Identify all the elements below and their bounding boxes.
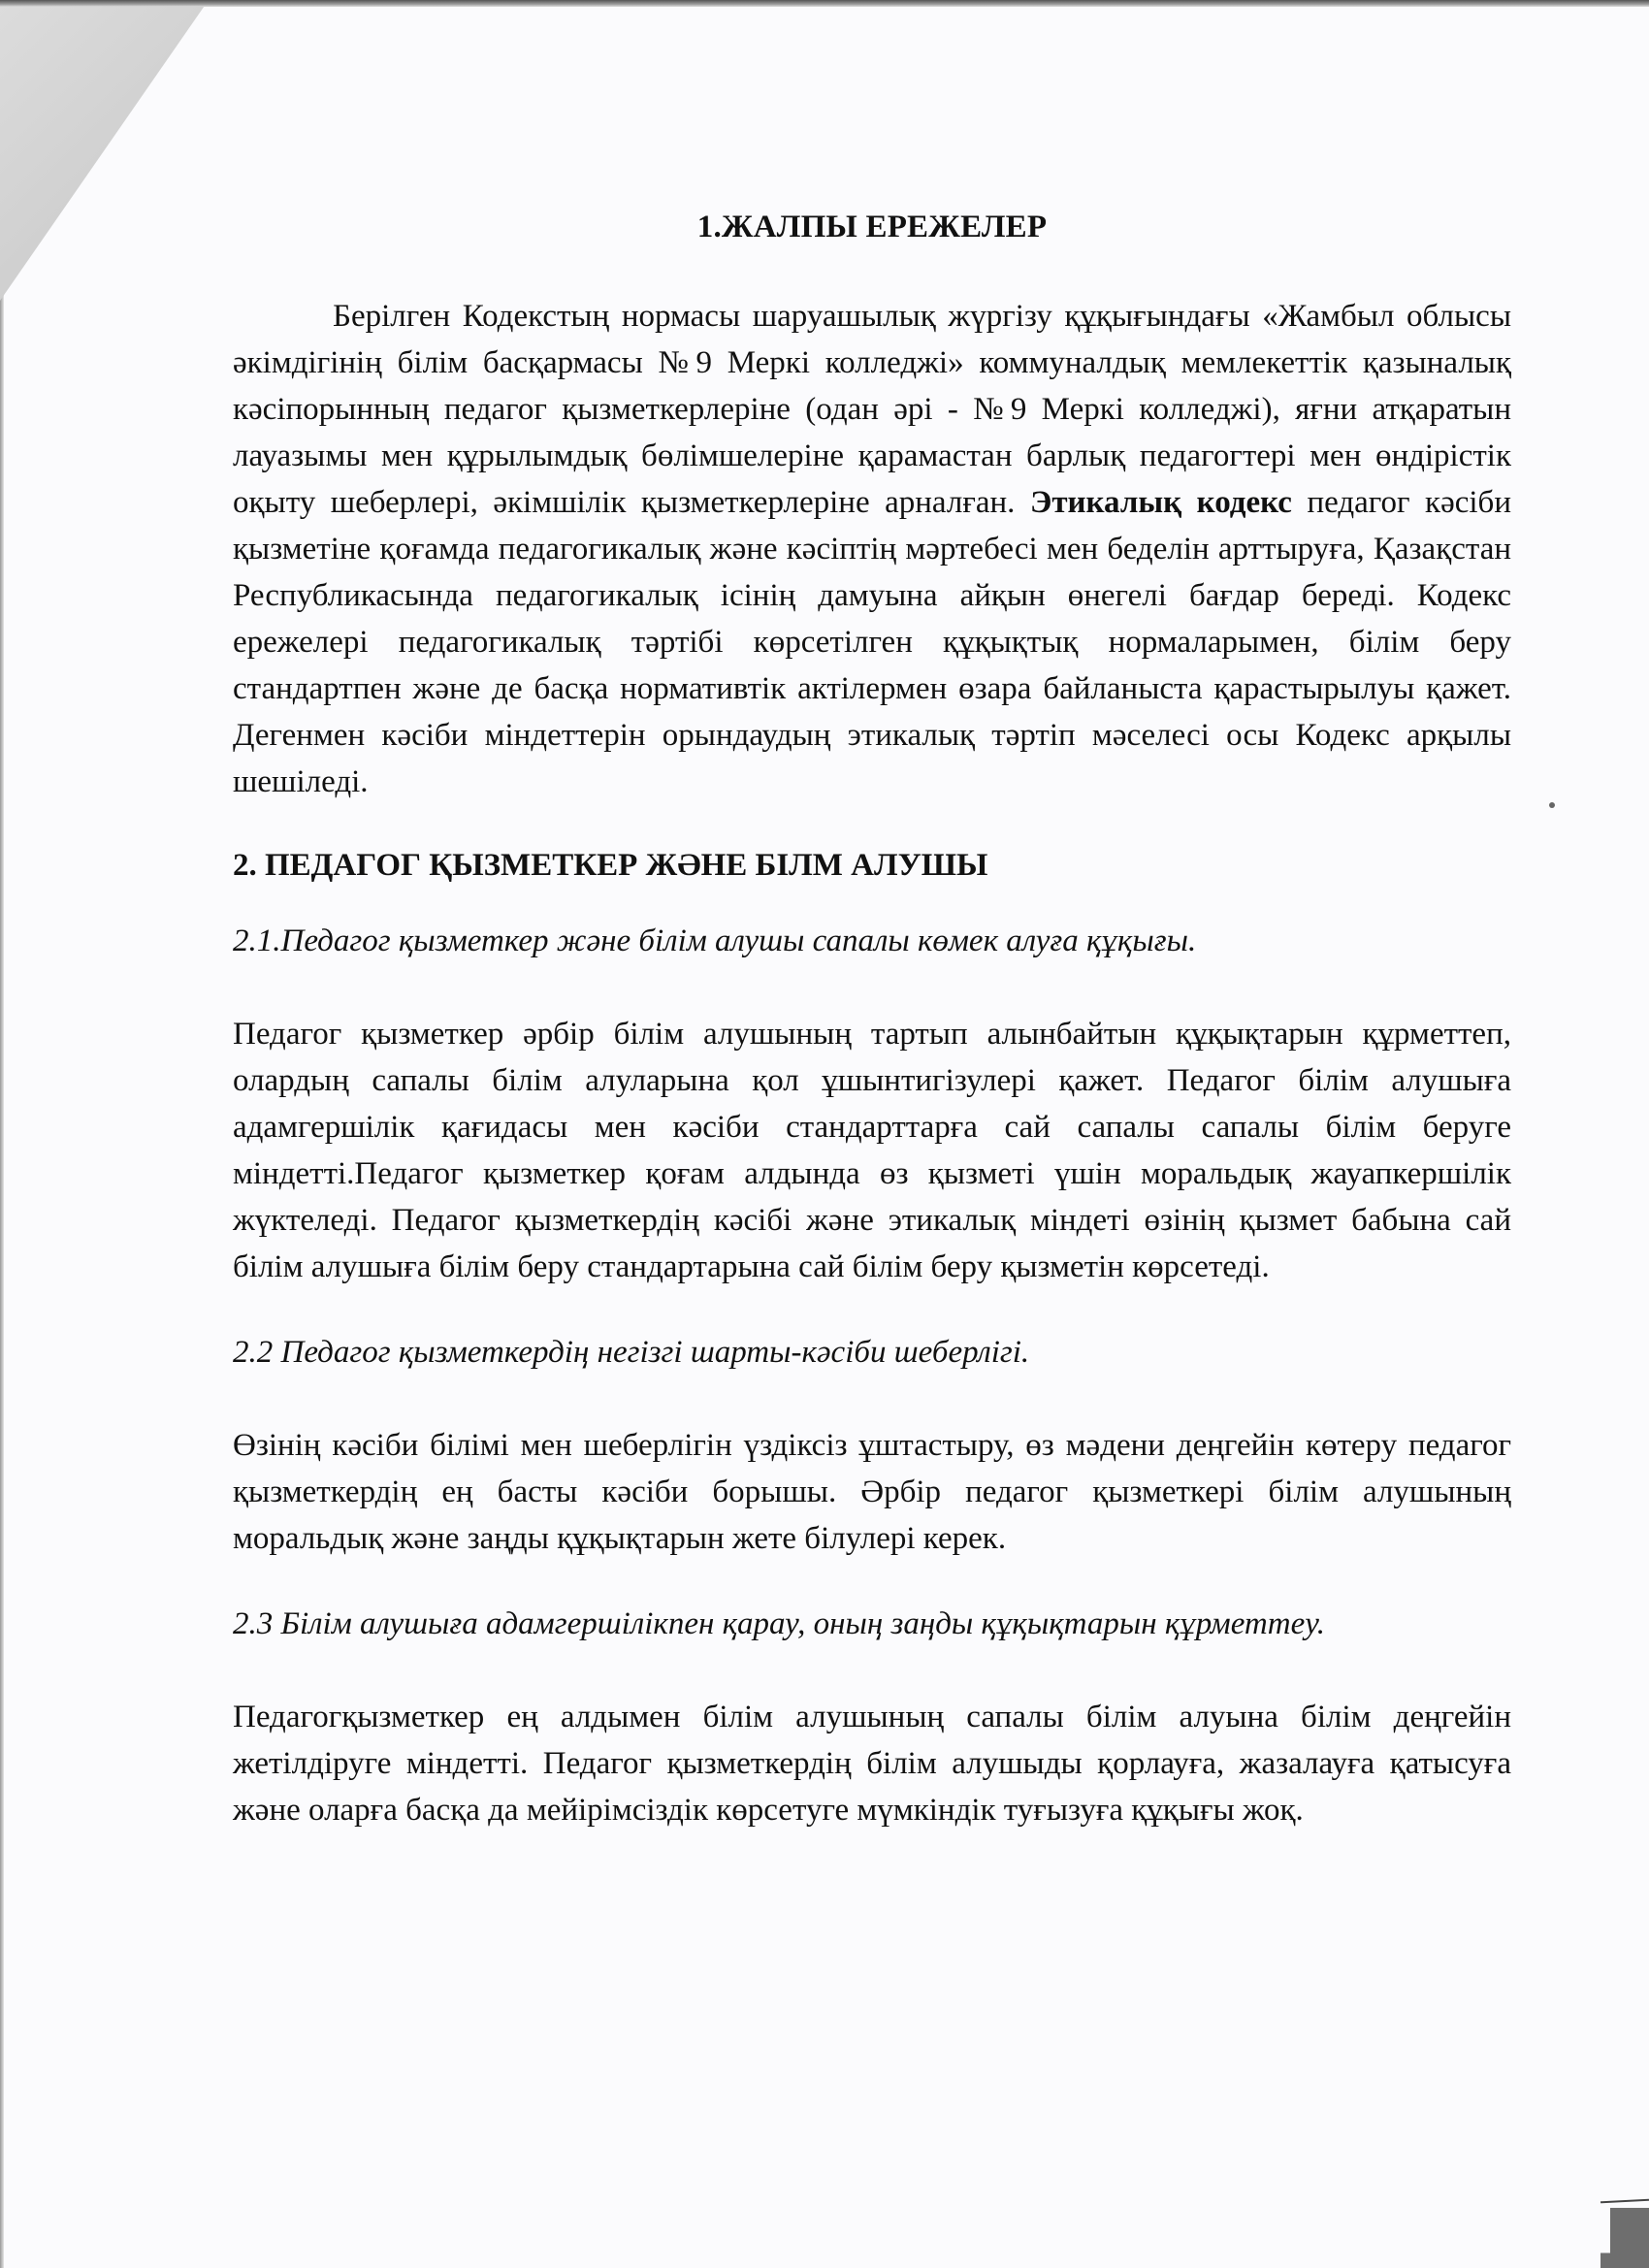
subsection-2-3-text: Педагогқызметкер ең алдымен білім алушының сапалы білім алуына білім деңгейін жетілдіруге міндетті. Педагог қызметкердің білім алушыды қорлауға, жазалауға қатысуға және оларға басқа да мейірімсіздік көрсетуге мүмкіндік туғызуға құқығы жоқ. (233, 1700, 1511, 1828)
ethics-code-bold-term: Этикалық кодекс (1029, 485, 1292, 520)
scan-edge-bottom-right-line (1600, 2199, 1649, 2204)
section-1-paragraph (233, 293, 1511, 805)
subsection-2-2-title: 2.2 Педагог қызметкердің негізгі шарты-кәсіби шеберлігі. (233, 1335, 1030, 1370)
folded-page-corner (0, 0, 209, 301)
subsection-2-1-title: 2.1.Педагог қызметкер және білім алушы сапалы көмек алуға құқығы. (233, 923, 1197, 958)
document-page (233, 204, 1511, 1833)
section-2-title: 2. ПЕДАГОГ ҚЫЗМЕТКЕР ЖӘНЕ БІЛМ АЛУШЫ (233, 848, 988, 883)
scan-corner-bottom-right (1600, 2208, 1649, 2268)
subsection-2-2-text: Өзінің кәсіби білімі мен шеберлігін үздіксіз ұштастыру, өз мәдени деңгейін көтеру педагог қызметкердің ең басты кәсіби борышы. Әрбір педагог қызметкері білім алушының моральдық және заңды құқықтарын жете білулері керек. (233, 1428, 1511, 1556)
section-1-paragraph-part2: педагог кәсіби қызметіне қоғамда педагогикалық және кәсіптің мәртебесі мен беделін арттыруға, Қазақстан Республикасында педагогикалық ісінің дамуына айқын өнегелі бағдар береді. Кодекс ережелері педагогикалық тәртібі көрсетілген құқықтық нормаларымен, білім беру стандартпен және де басқа нормативтік актілермен өзара байланыста қарастырылуы қажет. Дегенмен кәсіби міндеттерін орындаудың этикалық тәртіп мәселесі осы Кодекс арқылы шешіледі. (233, 485, 1511, 799)
subsection-2-3-title: 2.3 Білім алушыға адамгершілікпен қарау, оның заңды құқықтарын құрметтеу. (233, 1606, 1326, 1641)
subsection-2-1-text: Педагог қызметкер әрбір білім алушының тартып алынбайтын құқықтарын құрметтеп, олардың сапалы білім алуларына қол ұшынтигізулері қажет. Педагог білім алушыға адамгершілік қағидасы мен кәсіби стандарттарға сай сапалы сапалы білім беруге міндетті.Педагог қызметкер қоғам алдында өз қызметі үшін моральдық жауапкершілік жүктеледі. Педагог қызметкердің кәсібі және этикалық міндеті өзінің қызмет бабына сай білім алушыға білім беру стандартарына сай білім беру қызметін көрсетеді. (233, 1017, 1511, 1284)
section-1-title: 1.ЖАЛПЫ ЕРЕЖЕЛЕР (696, 210, 1048, 244)
scan-edge-left (0, 0, 4, 2268)
scan-speck (1549, 802, 1555, 808)
section-1-paragraph-part1: Берілген Кодекстың нормасы шаруашылық жүргізу құқығындағы «Жамбыл облысы әкімдігінің білім басқармасы №9 Меркі колледжі» коммуналдық мемлекеттік қазыналық кәсіпорынның педагог қызметкерлеріне (одан әрі - №9 Меркі колледжі), яғни атқаратын лауазымы мен құрылымдық бөлімшелеріне қарамастан барлық педагогтері мен өндірістік оқыту шеберлері, әкімшілік қызметкерлеріне арналған. (233, 299, 1511, 520)
scan-edge-top (0, 0, 1649, 7)
